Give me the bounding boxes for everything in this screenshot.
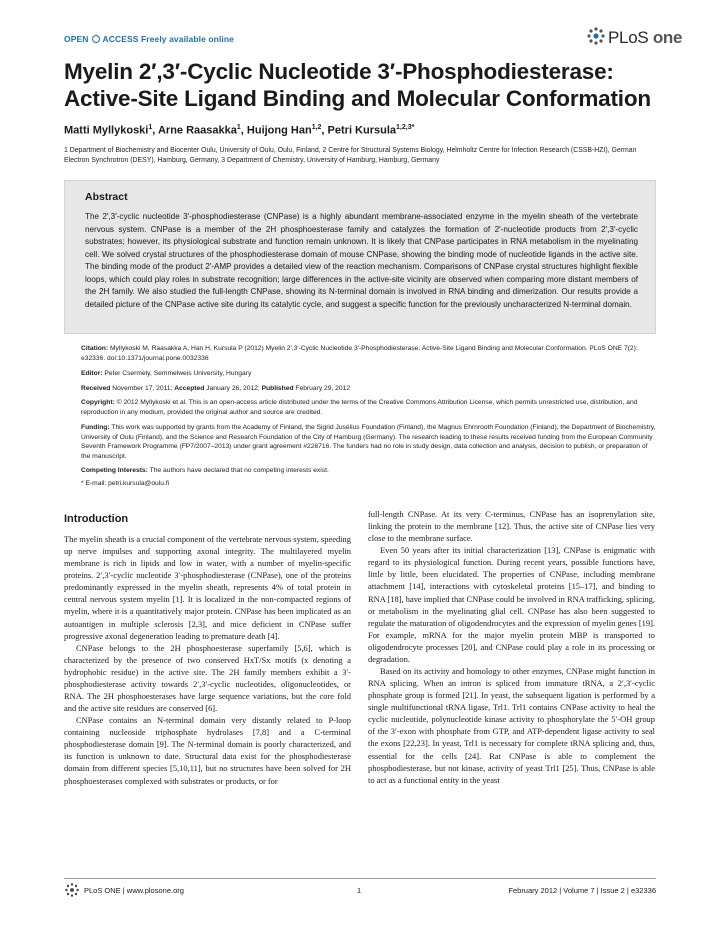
corresponding-email[interactable]: * E-mail: petri.kursula@oulu.fi [81, 480, 170, 487]
editor: Editor: Peter Csermely, Semmelweis University, Hungary [81, 370, 252, 377]
body-paragraph: Based on its activity and homology to other enzymes, CNPase might function in RNA splicing. When an intron is spliced from immature tRNA, a 2′,3′-cyclic phosphate group is formed [21]. In yeast, the subsequent ligation is performed by a single multifunctional tRNA ligase, Trl1. Trl1 contains CNPase activity to heal the cyclic nucleotide, polynucleotide kinase activity to phosphorylate the 5′-OH group of the 3′-exon with phosphate from GTP, and ATP-dependent ligase activity to seal the exons [22,23]. In yeast, Trl1 is necessary for complete tRNA splicing and, thus, essential for the cells [24]. Rat CNPase is able to complement the phosphodiesterase, but not kinase, activity of yeast Trl1 [25]. Thus, CNPase is able to act as a functional entity in the yeast [368, 666, 655, 785]
competing-interests: Competing Interests: The authors have declared that no competing interests exist. [81, 467, 329, 474]
abstract-heading: Abstract [85, 191, 128, 203]
abstract-box [64, 180, 656, 334]
article-title: Myelin 2′,3′-Cyclic Nucleotide 3′-Phosphodiesterase: Active-Site Ligand Binding and Molecular Conformation [64, 59, 651, 111]
abstract-text: The 2′,3′-cyclic nucleotide 3′-phosphodiesterase (CNPase) is a highly abundant membrane-associated enzyme in the myelin sheath of the vertebrate nervous system. CNPase is a member of the 2H phosphoesterase family and catalyzes the formation of 2′-nucleotide products from 2′,3′-cyclic substrates; however, its physiological substrate and function remain unknown. It is likely that CNPase participates in RNA metabolism in the myelinating cell. We solved crystal structures of the phosphodiesterase domain of mouse CNPase, showing the binding mode of nucleotide ligands in the active site. The binding mode of the product 2′-AMP provides a detailed view of the reaction mechanism. Comparisons of CNPase crystal structures highlight flexible loops, which could play roles in substrate recognition; large differences in the active-site vicinity are observed when comparing more distant members of the 2H family. We also studied the full-length CNPase, showing its N-terminal domain is involved in RNA binding and dimerization. Our results provide a detailed picture of the CNPase active site during its catalytic cycle, and suggest a specific function for the previously uncharacterized N-terminal domain. [85, 212, 638, 309]
body-column-left [64, 512, 351, 787]
author-name: Matti Myllykoski [64, 124, 149, 137]
page-number: 1 [357, 886, 362, 895]
author-affiliation-mark: 1,2,3* [396, 124, 415, 131]
plos-logo-mark-icon [586, 26, 606, 46]
plos-logo-text: PLoS one [608, 28, 683, 47]
copyright: Copyright: © 2012 Myllykoski et al. This is an open-access article distributed under the terms of the Creative Commons Attribution License, which permits unrestricted use, distribution, and reproduction in any medium, provided the original author and source are credited. [81, 399, 638, 416]
footer-divider [64, 878, 656, 879]
body-column-right [368, 508, 655, 786]
author-list: Matti Myllykoski$^1$, Arne Raasakka$^1$, Huijong Han$^{1,2}$, Petri Kursula$^{1,2,3*}$ [64, 124, 415, 137]
editor-text: Peter Csermely, Semmelweis University, Hungary [104, 370, 252, 377]
section-heading-introduction: Introduction [64, 513, 129, 525]
citation: Citation: Myllykoski M, Raasakka A, Han H, Kursula P (2012) Myelin 2′,3′-Cyclic Nucleotide 3′-Phosphodiesterase: Active-Site Ligand Binding and Molecular Conformation. PLoS ONE 7(2): e32336. doi:10.1371/journal.pone.0032336 [81, 345, 638, 362]
body-paragraph: full-length CNPase. At its very C-terminus, CNPase has an isoprenylation site, linking the protein to the membrane [12]. Thus, the active site of CNPase lies very close to the membrane surface. [368, 509, 655, 544]
citation-text: Myllykoski M, Raasakka A, Han H, Kursula P (2012) Myelin 2′,3′-Cyclic Nucleotide 3′-Phosphodiesterase: Active-Site Ligand Binding and Molecular Conformation. PLoS ONE 7(2): e32336. doi:10.1371/journal.pone.0032336 [81, 345, 638, 362]
open-lock-icon [92, 35, 100, 43]
open-access-prefix: OPEN [64, 34, 89, 44]
plos-one-logo [586, 24, 683, 50]
affiliations: 1 Department of Biochemistry and Biocenter Oulu, University of Oulu, Oulu, Finland, 2 Centre for Structural Systems Biology, Helmholtz Centre for Infection Research (CSSB-HZI), German Electron Synchrotron (DESY), Hamburg, Germany, 3 Department of Chemistry, University of Hamburg, Hamburg, Germany [64, 147, 637, 164]
author-name: Arne Raasakka [157, 124, 237, 137]
plos-footer-logo-icon [64, 882, 80, 898]
funding-text: This work was supported by grants from the Academy of Finland, the Sigrid Jusélius Foundation (Finland), the Magnus Ehrnrooth Foundation (Finland), the Department of Biochemistry, University of Oulu (Finland), and the Science and Research Foundation of the City of Hamburg (Germany). The research leading to these results received funding from the European Community Seventh Framework Programme (FP7/2007–2013) under grant agreement #226716. The funders had no role in study design, data collection and analysis, decision to publish, or preparation of the manuscript. [81, 424, 656, 460]
open-access-banner [64, 34, 234, 44]
footer-issue-info: February 2012 | Volume 7 | Issue 2 | e32336 [508, 886, 656, 895]
body-paragraph: Even 50 years after its initial characterization [13], CNPase is enigmatic with regard to its physiological function. During recent years, possible functions have, little by little, been elucidated. The properties of CNPase, including membrane attachment [14], interactions with cytoskeletal proteins [15–17], and binding to RNA [18], have implied that CNPase could be involved in RNA trafficking, splicing, or metabolism in the myelinating glial cell. CNPase has also been suggested to regulate the maturation of oligodendrocytes and the expression of myelin genes [19]. For example, mRNA for the major myelin protein MBP is transported to oligodendrocyte processes [20], and CNPase could play a role in its processing or degradation. [368, 545, 655, 664]
funding: Funding: This work was supported by grants from the Academy of Finland, the Sigrid Jusélius Foundation (Finland), the Magnus Ehrnrooth Foundation (Finland), the Department of Biochemistry, University of Oulu (Finland), and the Science and Research Foundation of the City of Hamburg (Germany). The research leading to these results received funding from the European Community Seventh Framework Programme (FP7/2007–2013) under grant agreement #226716. The funders had no role in study design, data collection and analysis, decision to publish, or preparation of the manuscript. [81, 424, 656, 460]
open-access-suffix: ACCESS Freely available online [102, 34, 234, 44]
body-paragraph: The myelin sheath is a crucial component of the vertebrate nervous system, speeding up nerve impulses and supporting axonal integrity. The multilayered myelin membrane is rich in lipids and low in water, with a number of myelin-specific proteins. 2′,3′-cyclic nucleotide 3′-phosphodiesterase (CNPase), one of the proteins predominantly expressed in the myelin sheath, represents 4% of total protein in central nervous system myelin [1]. It is localized in the non-compacted regions of myelin, where it is a quantitatively major protein. CNPase has been implicated as an autoantigen in multiple sclerosis [2,3], and mice deficient in CNPase suffer progressive axonal degeneration leading to premature death [4]. [64, 534, 351, 641]
author-name: Huijong Han [246, 124, 312, 137]
body-paragraph: CNPase contains an N-terminal domain very distantly related to P-loop containing nucleoside triphosphate hydrolases [7,8] and a C-terminal phosphodiesterase domain [9]. The N-terminal domain is poorly characterized, and its function is unknown to date. Structural data exist for the phosphodiesterase domain from different species [5,10,11], but no structures have been solved for 2H phosphoesterases complexed with substrates or products, or for [64, 715, 351, 786]
article-dates: Received November 17, 2011; Accepted January 26, 2012; Published February 29, 2012 [81, 385, 351, 392]
author-affiliation-mark: 1,2 [311, 124, 322, 131]
footer-journal: PLoS ONE | www.plosone.org [84, 886, 184, 895]
author-name: Petri Kursula [327, 124, 397, 137]
copyright-text: © 2012 Myllykoski et al. This is an open-access article distributed under the terms of the Creative Commons Attribution License, which permits unrestricted use, distribution, and reproduction in any medium, provided the original author and source are credited. [81, 399, 638, 416]
author-affiliation-mark: 1 [148, 124, 153, 131]
author-affiliation-mark: 1 [236, 124, 241, 131]
competing-interests-text: The authors have declared that no competing interests exist. [149, 467, 329, 474]
body-paragraph: CNPase belongs to the 2H phosphoesterase superfamily [5,6], which is characterized by the presence of two conserved HxT/Sx motifs (x denoting a hydrophobic residue) in the active site. The 2H family members exhibit a 3′-phosphodiesterase activity towards 2′,3′-cyclic nucleotides, oligonucleotides, or RNA. The 2H phosphoesterases have large sequence variations, but the core fold and the active site residues are conserved [6]. [64, 642, 351, 714]
